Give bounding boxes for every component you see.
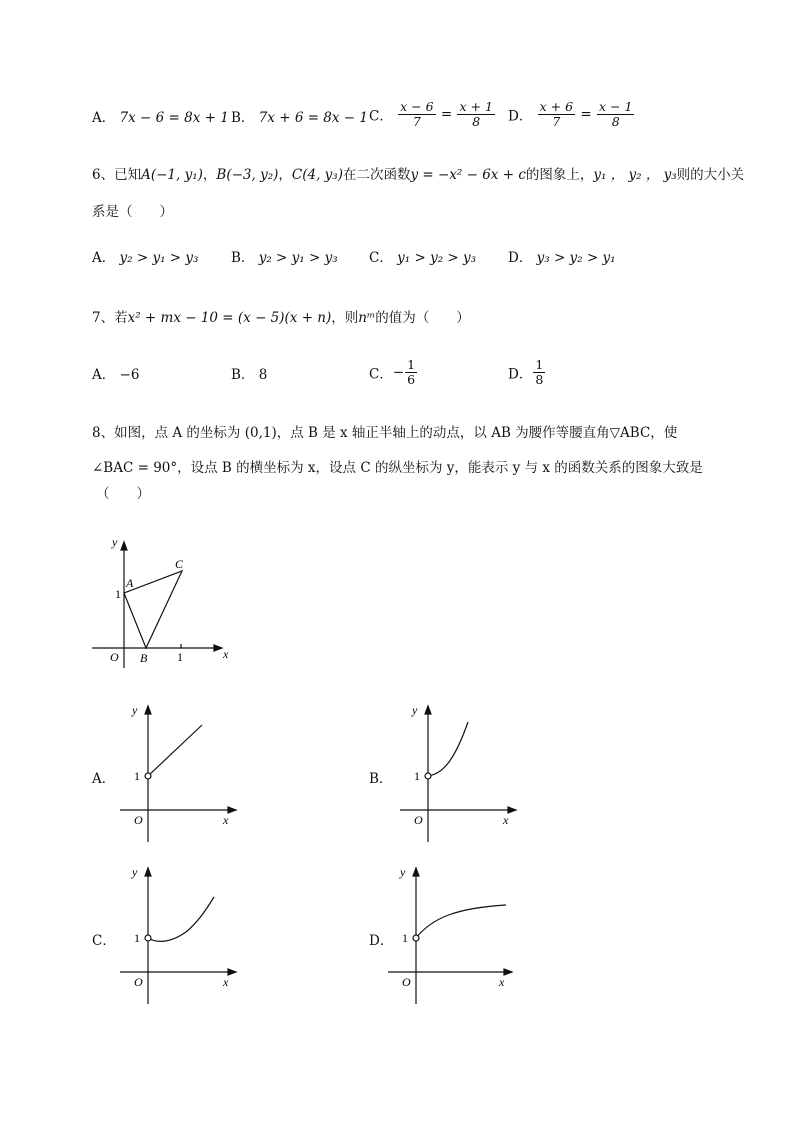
q7-text: ，则: [331, 310, 359, 326]
point-a-label: A: [126, 576, 134, 590]
open-point: [413, 935, 419, 941]
graph-option-c-label: C．: [92, 933, 116, 949]
option-text: 7x − 6 = 8x + 1: [119, 110, 229, 126]
numerator: 1: [535, 357, 544, 372]
q6-stem: [92, 166, 744, 184]
graph-option-c: [112, 862, 242, 1007]
fraction: [457, 100, 494, 129]
denominator: 7: [412, 114, 421, 129]
denominator: 8: [611, 114, 620, 129]
option-text: y₂ > y₁ > y₃: [119, 250, 199, 266]
graph-curve: [416, 905, 506, 938]
fraction: [405, 358, 417, 387]
x-axis-arrow: [228, 807, 236, 813]
y-axis-arrow: [413, 868, 419, 876]
numerator: x − 6: [400, 99, 434, 114]
x-tick-label: 1: [177, 650, 183, 664]
y-axis-arrow: [425, 706, 431, 714]
option-label: B．: [231, 250, 255, 266]
numerator: 1: [407, 357, 416, 372]
option-label: D．: [508, 366, 533, 383]
q6-option-c: [369, 243, 476, 273]
origin-label: O: [134, 813, 143, 827]
q7-stem: [92, 306, 470, 326]
x-axis-label: x: [223, 813, 229, 827]
open-point: [425, 773, 431, 779]
graph-option-d: [380, 862, 520, 1007]
option-text: y₃ > y₂ > y₁: [536, 250, 616, 266]
x-axis-arrow: [228, 969, 236, 975]
equation: x² + mx − 10 = (x − 5)(x + n): [127, 310, 332, 326]
point-b: B(−3, y₂): [216, 167, 279, 183]
y-axis-arrow: [145, 706, 151, 714]
q5-option-b: [231, 103, 368, 133]
origin-label: O: [414, 813, 423, 827]
power-expression: nᵐ: [358, 310, 376, 326]
y-axis-label: y: [132, 703, 138, 717]
graph-curve: [428, 722, 468, 776]
q7-option-c: [369, 358, 418, 387]
q6-option-b: [231, 243, 338, 273]
y-axis-arrow: [145, 868, 151, 876]
x-axis-label: x: [503, 813, 509, 827]
function-expression: y = −x² − 6x + c: [410, 167, 526, 183]
q6-text: 在二次函数: [342, 167, 411, 183]
y-axis-label: y: [412, 703, 418, 717]
y-tick-label: 1: [402, 931, 408, 945]
q6-stem-line2: 系是（ ）: [92, 204, 173, 220]
graph-option-b: [392, 700, 522, 845]
denominator: 6: [407, 372, 416, 387]
q8-stem-line2: ∠BAC = 90°，设点 B 的横坐标为 x，设点 C 的纵坐标为 y，能表示 y 与 x 的函数关系的图象大致是: [92, 460, 703, 476]
separator: ，: [202, 167, 217, 183]
fraction: [597, 100, 634, 129]
q5-option-d: [508, 100, 635, 129]
option-text: 8: [258, 367, 268, 383]
x-axis-arrow: [504, 969, 512, 975]
x-axis-label: x: [223, 975, 229, 989]
variables: y₁ ， y₂ ， y₃: [593, 167, 677, 183]
numerator: x − 1: [598, 99, 633, 114]
question-number: 7、: [92, 310, 115, 326]
open-point: [145, 773, 151, 779]
q6-option-d: [508, 243, 616, 273]
option-label: C．: [369, 108, 393, 125]
fraction: [538, 100, 575, 129]
option-label: B．: [231, 367, 255, 383]
open-point: [145, 935, 151, 941]
denominator: 8: [535, 372, 544, 387]
q7-text: 若: [114, 310, 128, 326]
option-text: −6: [119, 367, 140, 383]
minus-sign: −: [392, 364, 405, 381]
graph-option-a-label: A．: [92, 771, 116, 787]
q8-stem-line3: （ ）: [96, 486, 150, 502]
q6-text: 已知: [114, 167, 142, 183]
question-number: 6、: [92, 167, 115, 183]
option-label: A．: [92, 250, 116, 266]
q5-option-a: [92, 103, 229, 133]
fraction: [398, 100, 435, 129]
graph-option-b-label: B．: [369, 771, 393, 787]
graph-curve: [148, 725, 202, 776]
option-label: D．: [508, 250, 533, 266]
fraction: [533, 358, 545, 387]
y-tick-label: 1: [134, 931, 140, 945]
numerator: x + 1: [459, 99, 493, 114]
q6-text: 的图象上，: [525, 167, 594, 183]
separator: ，: [278, 167, 292, 183]
origin-label: O: [134, 975, 143, 989]
numerator: x + 6: [539, 99, 574, 114]
option-text: 7x + 6 = 8x − 1: [258, 110, 368, 126]
q7-option-b: [231, 360, 267, 390]
x-axis-label: x: [499, 975, 505, 989]
point-b-label: B: [140, 651, 148, 665]
point-a: A(−1, y₁): [141, 167, 203, 183]
graph-option-d-label: D．: [369, 933, 394, 949]
reference-figure: [86, 530, 246, 670]
denominator: 7: [552, 114, 561, 129]
option-label: A．: [92, 110, 116, 126]
y-axis-label: y: [112, 535, 118, 549]
y-axis-label: y: [400, 865, 406, 879]
graph-curve: [148, 897, 214, 941]
q5-option-c: [369, 100, 496, 129]
y-tick-label: 1: [414, 769, 420, 783]
x-axis-arrow: [214, 645, 222, 651]
origin-label: O: [402, 975, 411, 989]
q6-option-a: [92, 243, 198, 273]
option-label: B．: [231, 110, 255, 126]
point-c-label: C: [175, 557, 184, 571]
x-axis-label: x: [223, 647, 229, 661]
point-c: C(4, y₃): [291, 167, 343, 183]
q8-stem-line1: 8、如图，点 A 的坐标为 (0,1)，点 B 是 x 轴正半轴上的动点，以 AB 为腰作等腰直角▽ABC，使: [92, 425, 678, 441]
q7-option-a: [92, 360, 139, 390]
q7-option-d: [508, 358, 546, 387]
q6-text: 则的大小关: [676, 167, 745, 183]
option-label: A．: [92, 367, 116, 383]
equals-sign: =: [440, 106, 453, 123]
y-axis-arrow: [121, 542, 127, 550]
origin-label: O: [110, 650, 119, 664]
equals-sign: =: [580, 106, 592, 123]
graph-option-a: [112, 700, 242, 845]
y-tick-label: 1: [115, 587, 121, 601]
denominator: 8: [472, 114, 481, 129]
option-label: C．: [369, 250, 393, 266]
x-axis-arrow: [508, 807, 516, 813]
y-tick-label: 1: [134, 769, 140, 783]
q7-text: 的值为（ ）: [375, 310, 470, 326]
option-text: y₂ > y₁ > y₃: [258, 250, 338, 266]
y-axis-label: y: [132, 865, 138, 879]
option-label: C．: [369, 366, 393, 383]
option-text: y₁ > y₂ > y₃: [397, 250, 477, 266]
option-label: D．: [508, 108, 533, 125]
